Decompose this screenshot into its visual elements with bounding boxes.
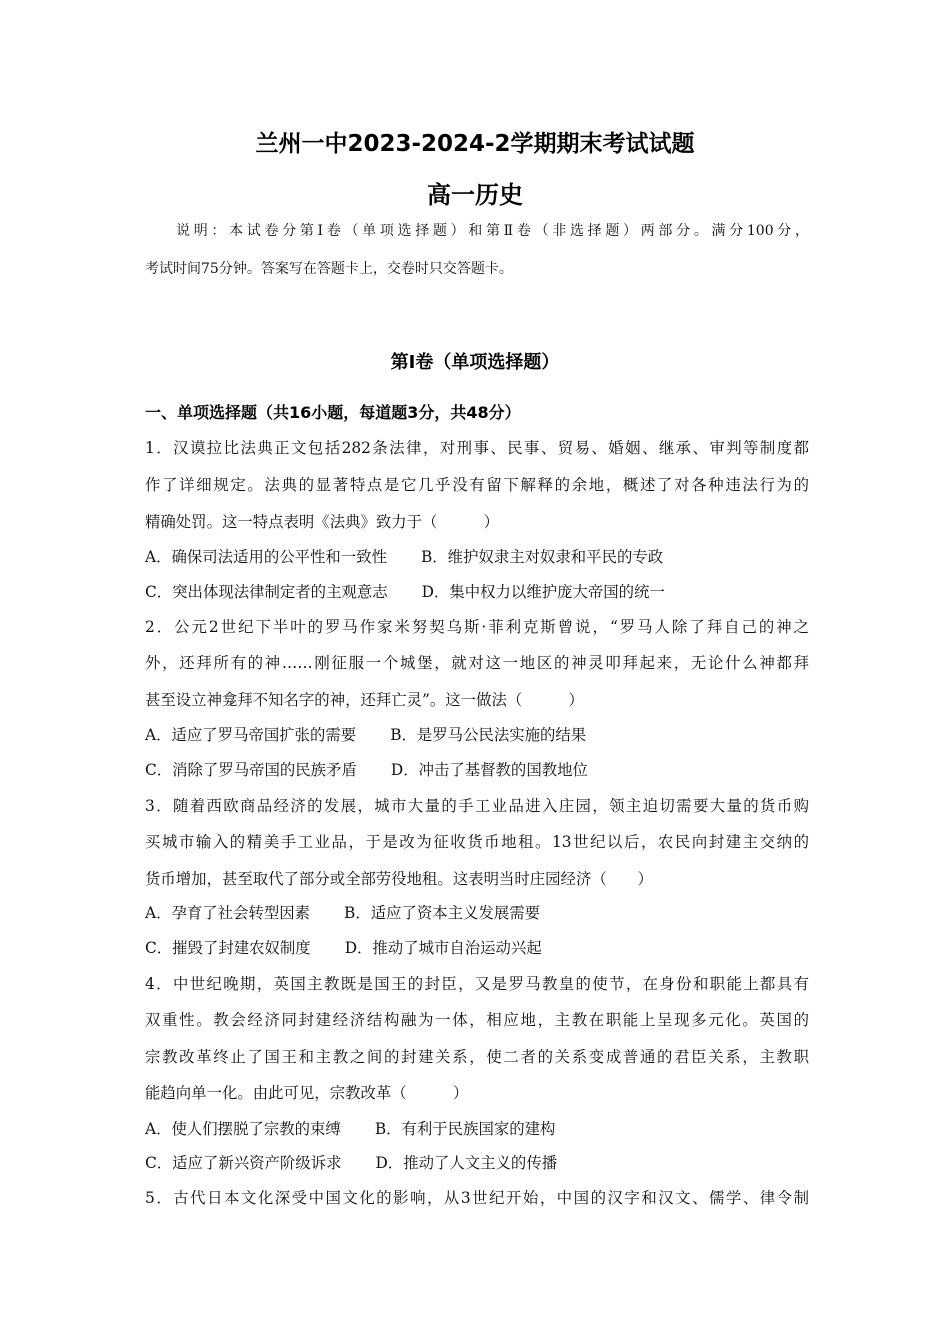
option-b[interactable]: B．适应了资本主义发展需要 (344, 904, 541, 922)
question-5-line-1: 5．古代日本文化深受中国文化的影响，从3世纪开始，中国的汉字和汉文、儒学、律令制 (145, 1189, 809, 1207)
question-4-line-4: 能趋向单一化。由此可见，宗教改革（ ） (145, 1084, 469, 1102)
question-4-options-row-2 (145, 1153, 809, 1173)
question-2-line-1: 2．公元2世纪下半叶的罗马作家米努契乌斯·菲利克斯曾说，“罗马人除了拜自己的神之 (145, 618, 809, 636)
option-c[interactable]: C．适应了新兴资产阶级诉求 (145, 1154, 342, 1172)
question-1-options-row-2 (145, 582, 809, 602)
exam-title: 兰州一中2023-2024-2学期期末考试试题 (255, 131, 695, 157)
option-a[interactable]: A．适应了罗马帝国扩张的需要 (145, 726, 357, 744)
question-3-line-1: 3．随着西欧商品经济的发展，城市大量的手工业品进入庄园，领主迫切需要大量的货币购 (145, 797, 809, 815)
option-a[interactable]: A．使人们摆脱了宗教的束缚 (145, 1120, 341, 1138)
question-4-line-1: 4．中世纪晚期，英国主教既是国王的封臣，又是罗马教皇的使节，在身份和职能上都具有 (145, 975, 809, 993)
option-d[interactable]: D．推动了人文主义的传播 (375, 1154, 558, 1172)
option-a[interactable]: A．确保司法适用的公平性和一致性 (145, 548, 387, 566)
option-b[interactable]: B．有利于民族国家的建构 (374, 1120, 556, 1138)
option-d[interactable]: D．冲击了基督教的国教地位 (390, 761, 588, 779)
option-b[interactable]: B．维护奴隶主对奴隶和平民的专政 (420, 548, 664, 566)
section-title: 第Ⅰ卷（单项选择题） (390, 352, 560, 373)
question-1-line-1: 1．汉谟拉比法典正文包括282条法律，对刑事、民事、贸易、婚姻、继承、审判等制度都 (145, 439, 809, 457)
option-c[interactable]: C．摧毁了封建农奴制度 (145, 939, 311, 957)
option-b[interactable]: B．是罗马公民法实施的结果 (390, 726, 587, 744)
question-3-line-2: 买城市输入的精美手工业品，于是改为征收货币地租。13世纪以后，农民向封建主交纳的 (145, 833, 809, 851)
option-d[interactable]: D．推动了城市自治运动兴起 (344, 939, 542, 957)
question-1-line-3: 精确处罚。这一特点表明《法典》致力于（ ） (145, 513, 499, 531)
option-a[interactable]: A．孕育了社会转型因素 (145, 904, 311, 922)
question-2-options-row-1 (145, 725, 809, 745)
instructions-line-2: 考试时间75分钟。答案写在答题卡上，交卷时只交答题卡。 (145, 261, 513, 277)
option-d[interactable]: D．集中权力以维护庞大帝国的统一 (421, 583, 665, 601)
option-c[interactable]: C．消除了罗马帝国的民族矛盾 (145, 761, 357, 779)
subject-title: 高一历史 (427, 181, 523, 209)
question-3-options-row-1 (145, 903, 809, 923)
question-3-options-row-2 (145, 938, 809, 958)
question-4-line-2: 双重性。教会经济同封建经济结构融为一体，相应地，主教在职能上呈现多元化。英国的 (145, 1011, 809, 1029)
question-4-line-3: 宗教改革终止了国王和主教之间的封建关系，使二者的关系变成普通的君臣关系，主教职 (145, 1048, 809, 1066)
part-heading: 一、单项选择题（共16小题，每道题3分，共48分） (145, 403, 521, 422)
question-4-options-row-1 (145, 1119, 809, 1139)
question-3-line-3: 货币增加，甚至取代了部分或全部劳役地租。这表明当时庄园经济（ ） (145, 870, 653, 888)
question-2-options-row-2 (145, 760, 809, 780)
question-2-line-3: 甚至设立神龛拜不知名字的神，还拜亡灵”。这一做法（ ） (145, 691, 584, 709)
question-1-line-2: 作了详细规定。法典的显著特点是它几乎没有留下解释的余地，概述了对各种违法行为的 (145, 476, 809, 494)
option-c[interactable]: C．突出体现法律制定者的主观意志 (145, 583, 388, 601)
question-2-line-2: 外，还拜所有的神……刚征服一个城堡，就对这一地区的神灵叩拜起来，无论什么神都拜 (145, 654, 809, 672)
question-1-options-row-1 (145, 547, 809, 567)
instructions-line-1: 说明：本试卷分第Ⅰ卷（单项选择题）和第Ⅱ卷（非选择题）两部分。满分100分， (176, 223, 809, 239)
